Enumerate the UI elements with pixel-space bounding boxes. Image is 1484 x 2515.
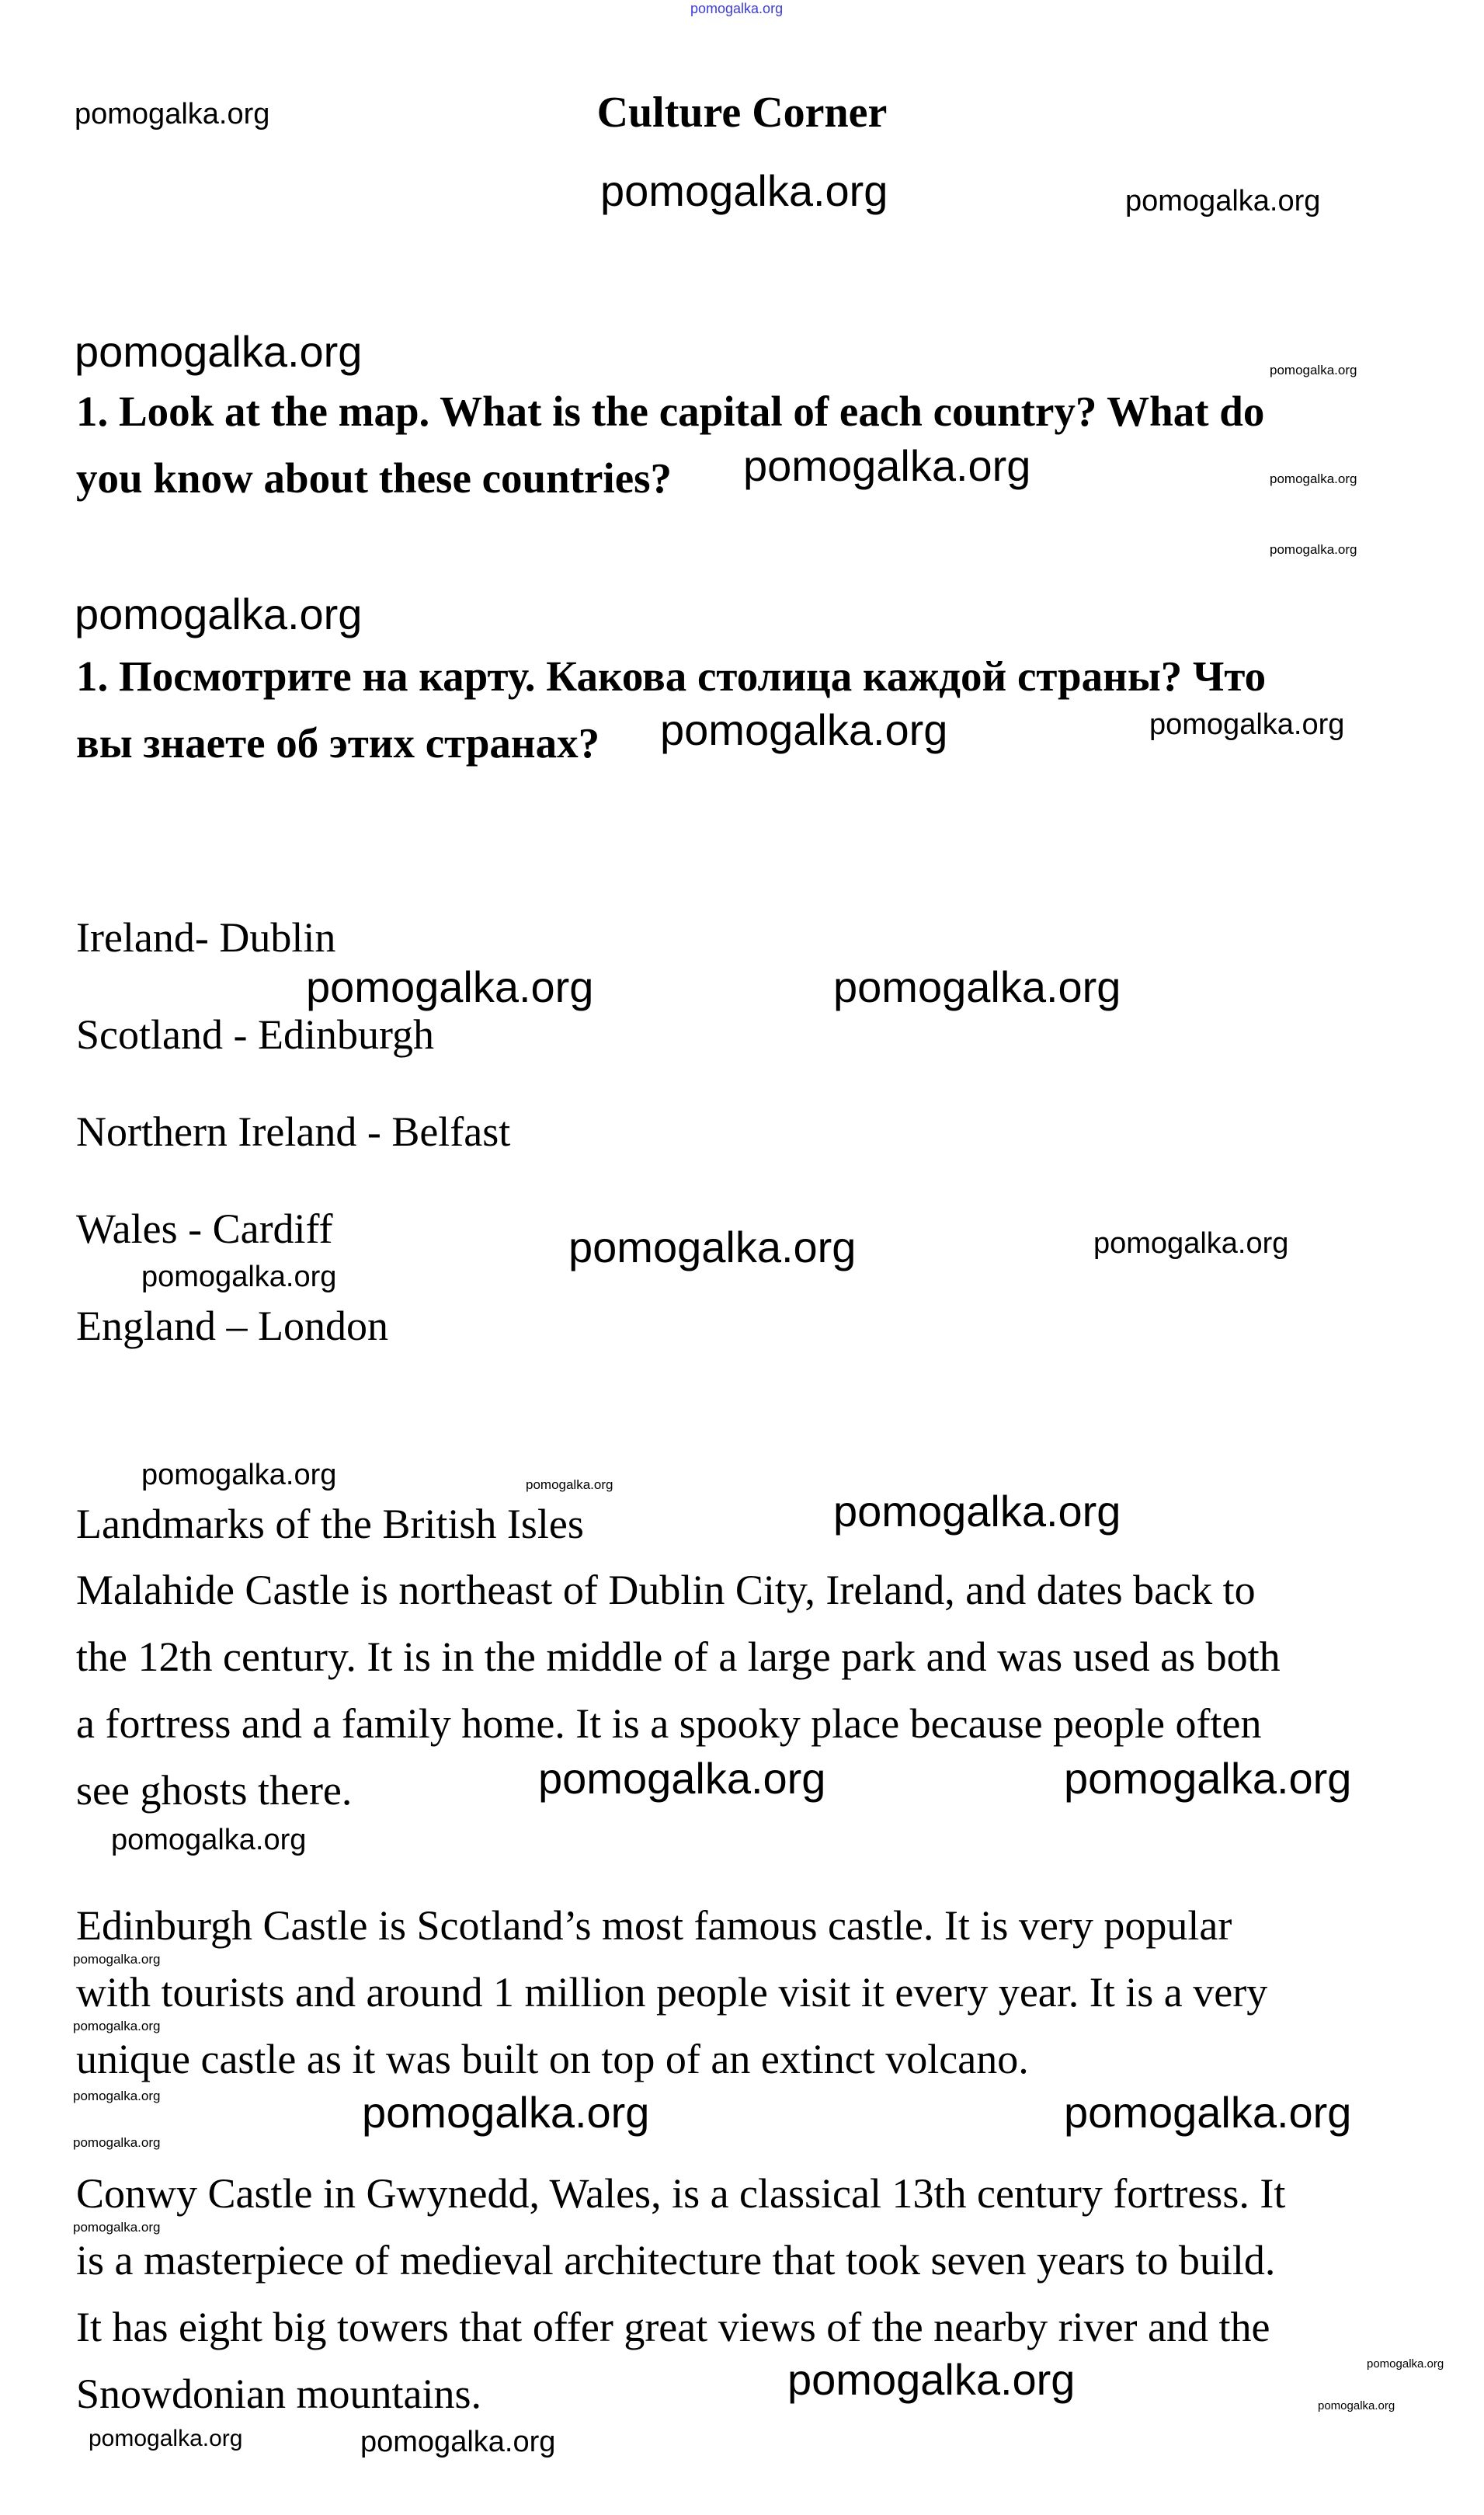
paragraph-line: Snowdonian mountains. — [76, 2371, 481, 2417]
question-ru-line: 1. Посмотрите на карту. Какова столица каждой страны? Что — [76, 652, 1267, 700]
paragraph-line: Conwy Castle in Gwynedd, Wales, is a classical 13th century fortress. It — [76, 2170, 1286, 2217]
watermark: pomogalka.org — [568, 1223, 857, 1271]
paragraph-line: see ghosts there. — [76, 1767, 353, 1814]
watermark: pomogalka.org — [75, 327, 363, 376]
watermark: pomogalka.org — [73, 1952, 161, 1967]
capital-item: Northern Ireland - Belfast — [76, 1108, 511, 1155]
paragraph-line: the 12th century. It is in the middle of a large park and was used as both — [76, 1633, 1281, 1680]
watermark: pomogalka.org — [75, 590, 363, 638]
watermark: pomogalka.org — [73, 2089, 161, 2103]
watermark: pomogalka.org — [1149, 708, 1345, 741]
watermark: pomogalka.org — [75, 98, 270, 130]
capital-item: Scotland - Edinburgh — [76, 1011, 434, 1058]
paragraph-line: Edinburgh Castle is Scotland’s most famous castle. It is very popular — [76, 1902, 1232, 1949]
paragraph-line: is a masterpiece of medieval architecture that took seven years to build. — [76, 2237, 1276, 2284]
watermark: pomogalka.org — [362, 2088, 650, 2137]
watermark: pomogalka.org — [1367, 2357, 1444, 2371]
watermark: pomogalka.org — [89, 2426, 243, 2451]
watermark: pomogalka.org — [743, 441, 1031, 490]
question-en-line: you know about these countries? — [76, 454, 672, 502]
watermark: pomogalka.org — [1093, 1227, 1289, 1260]
watermark: pomogalka.org — [1318, 2399, 1395, 2412]
capital-item: England – London — [76, 1303, 388, 1349]
watermark: pomogalka.org — [526, 1477, 613, 1492]
question-ru-line: вы знаете об этих странах? — [76, 719, 600, 767]
watermark: pomogalka.org — [538, 1754, 826, 1803]
watermark: pomogalka.org — [1270, 471, 1357, 486]
watermark: pomogalka.org — [1064, 2088, 1352, 2137]
watermark: pomogalka.org — [360, 2426, 556, 2458]
paragraph-line: with tourists and around 1 million people visit it every year. It is a very — [76, 1969, 1268, 2016]
watermark: pomogalka.org — [306, 962, 594, 1011]
watermark: pomogalka.org — [111, 1824, 307, 1856]
paragraph-line: unique castle as it was built on top of an extinct volcano. — [76, 2036, 1029, 2082]
watermark: pomogalka.org — [73, 2135, 161, 2150]
landmarks-heading: Landmarks of the British Isles — [76, 1501, 584, 1547]
capital-item: Ireland- Dublin — [76, 914, 336, 961]
page-title: Culture Corner — [596, 89, 888, 137]
paragraph-line: Malahide Castle is northeast of Dublin City, Ireland, and dates back to — [76, 1567, 1256, 1613]
question-en-line: 1. Look at the map. What is the capital of each country? What do — [76, 388, 1265, 435]
capital-item: Wales - Cardiff — [76, 1205, 333, 1252]
watermark: pomogalka.org — [1125, 185, 1321, 217]
watermark: pomogalka.org — [600, 166, 888, 215]
paragraph-line: It has eight big towers that offer great views of the nearby river and the — [76, 2304, 1270, 2350]
watermark: pomogalka.org — [787, 2355, 1076, 2404]
watermark: pomogalka.org — [73, 2220, 161, 2235]
watermark: pomogalka.org — [1270, 542, 1357, 557]
watermark: pomogalka.org — [690, 1, 784, 16]
watermark: pomogalka.org — [833, 1487, 1121, 1536]
watermark: pomogalka.org — [1270, 363, 1357, 377]
watermark: pomogalka.org — [833, 962, 1121, 1011]
watermark: pomogalka.org — [660, 705, 948, 754]
paragraph-line: a fortress and a family home. It is a spooky place because people often — [76, 1700, 1262, 1747]
watermark: pomogalka.org — [73, 2019, 161, 2033]
watermark: pomogalka.org — [141, 1459, 337, 1491]
watermark: pomogalka.org — [1064, 1754, 1352, 1803]
watermark: pomogalka.org — [141, 1261, 337, 1293]
